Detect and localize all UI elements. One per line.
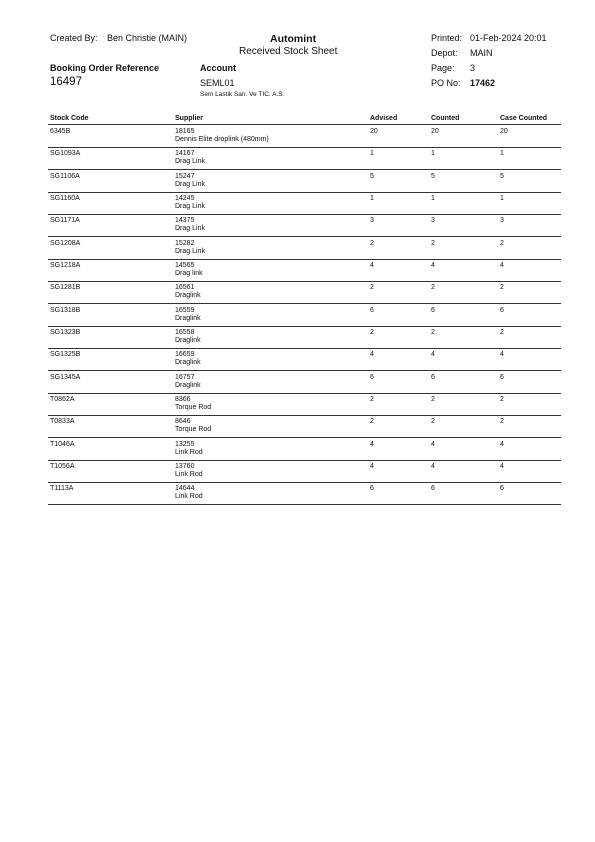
stock-code-cell: SG1160A <box>50 194 80 202</box>
supplier-code-cell: 16558 <box>175 328 195 336</box>
description-cell: Drag Link <box>175 180 205 188</box>
case-counted-cell: 2 <box>500 418 504 426</box>
case-counted-cell: 6 <box>500 306 504 314</box>
advised-cell: 6 <box>370 306 374 314</box>
description-cell: Link Rod <box>175 470 203 478</box>
counted-cell: 4 <box>431 261 435 269</box>
description-cell: Draglink <box>175 336 201 344</box>
supplier-code-cell: 16659 <box>175 351 195 359</box>
counted-cell: 4 <box>431 462 435 470</box>
description-cell: Link Rod <box>175 448 203 456</box>
counted-cell: 6 <box>431 485 435 493</box>
col-header-stock-code: Stock Code <box>50 115 89 122</box>
counted-cell: 20 <box>431 128 439 135</box>
advised-cell: 6 <box>370 373 374 381</box>
col-header-supplier: Supplier <box>175 115 204 122</box>
description-cell: Draglink <box>175 359 201 367</box>
supplier-code-cell: 14565 <box>175 261 195 269</box>
supplier-code-cell: 15282 <box>175 239 195 247</box>
case-counted-cell: 4 <box>500 440 504 448</box>
description-cell: Link Rod <box>175 493 203 501</box>
description-cell: Drag Link <box>175 247 205 255</box>
description-cell: Dennis Elite droplink (480mm) <box>175 136 269 143</box>
advised-cell: 2 <box>370 328 374 336</box>
booking-ref-value: 16497 <box>50 76 82 88</box>
sheet-title: Received Stock Sheet <box>239 46 338 57</box>
advised-cell: 2 <box>370 418 374 426</box>
advised-cell: 5 <box>370 172 374 180</box>
row-divider <box>48 326 561 327</box>
row-divider <box>48 437 561 438</box>
row-divider <box>48 370 561 371</box>
created-by-value: Ben Christie (MAIN) <box>107 33 188 43</box>
account-code: SEML01 <box>200 78 235 88</box>
supplier-code-cell: 16757 <box>175 373 195 381</box>
stock-code-cell: SG1325B <box>50 351 81 359</box>
supplier-code-cell: 8646 <box>175 418 191 426</box>
stock-code-cell: T0833A <box>50 418 75 426</box>
case-counted-cell: 1 <box>500 194 504 202</box>
description-cell: Draglink <box>175 314 201 322</box>
counted-cell: 2 <box>431 328 435 336</box>
description-cell: Drag Link <box>175 202 205 210</box>
counted-cell: 5 <box>431 172 435 180</box>
stock-code-cell: T1046A <box>50 440 75 448</box>
account-label: Account <box>200 63 236 73</box>
po-label: PO No: <box>431 78 461 88</box>
col-header-counted: Counted <box>431 115 460 122</box>
description-cell: Torque Rod <box>175 403 212 411</box>
case-counted-cell: 3 <box>500 217 504 225</box>
advised-cell: 3 <box>370 217 374 225</box>
row-divider <box>48 214 561 215</box>
counted-cell: 2 <box>431 239 435 247</box>
advised-cell: 2 <box>370 395 374 403</box>
row-divider <box>48 192 561 193</box>
stock-code-cell: SG1345A <box>50 373 81 381</box>
supplier-code-cell: 13255 <box>175 440 195 448</box>
description-cell: Draglink <box>175 292 201 300</box>
advised-cell: 4 <box>370 351 374 359</box>
row-divider <box>48 504 561 505</box>
counted-cell: 4 <box>431 351 435 359</box>
supplier-code-cell: 14167 <box>175 150 195 158</box>
row-divider <box>48 460 561 461</box>
printed-label: Printed: <box>431 33 463 43</box>
advised-cell: 4 <box>370 462 374 470</box>
case-counted-cell: 4 <box>500 351 504 359</box>
stock-code-cell: T1113A <box>50 485 74 493</box>
row-divider <box>48 303 561 304</box>
case-counted-cell: 1 <box>500 150 504 158</box>
page-label: Page: <box>431 63 455 73</box>
case-counted-cell: 2 <box>500 284 504 292</box>
supplier-code-cell: 14644 <box>175 485 195 493</box>
row-divider <box>48 147 561 148</box>
description-cell: Drag Link <box>175 158 205 166</box>
supplier-code-cell: 16559 <box>175 306 195 314</box>
description-cell: Drag Link <box>175 225 205 233</box>
depot-label: Depot: <box>431 48 458 58</box>
description-cell: Drag link <box>175 269 203 277</box>
row-divider <box>48 236 561 237</box>
account-name: Sem Lastik San. Ve TIC. A.S. <box>200 91 285 98</box>
row-divider <box>48 482 561 483</box>
stock-code-cell: SG1318B <box>50 306 81 314</box>
row-divider <box>48 415 561 416</box>
description-cell: Draglink <box>175 381 201 389</box>
supplier-code-cell: 16561 <box>175 284 195 292</box>
row-divider <box>48 169 561 170</box>
advised-cell: 2 <box>370 284 374 292</box>
stock-code-cell: SG1323B <box>50 328 81 336</box>
case-counted-cell: 4 <box>500 462 504 470</box>
col-header-advised: Advised <box>370 115 398 122</box>
counted-cell: 2 <box>431 418 435 426</box>
supplier-code-cell: 8366 <box>175 395 191 403</box>
advised-cell: 2 <box>370 239 374 247</box>
po-value: 17462 <box>470 78 496 88</box>
case-counted-cell: 2 <box>500 395 504 403</box>
company-name: Automint <box>270 33 317 45</box>
depot-value: MAIN <box>470 48 493 58</box>
stock-code-cell: SG1281B <box>50 284 81 292</box>
advised-cell: 6 <box>370 485 374 493</box>
case-counted-cell: 2 <box>500 328 504 336</box>
counted-cell: 2 <box>431 395 435 403</box>
advised-cell: 4 <box>370 440 374 448</box>
page-value: 3 <box>470 63 476 73</box>
counted-cell: 1 <box>431 150 435 158</box>
stock-code-cell: SG1218A <box>50 261 81 269</box>
stock-code-cell: SG1093A <box>50 150 81 158</box>
advised-cell: 20 <box>370 128 378 135</box>
row-divider <box>48 259 561 260</box>
advised-cell: 4 <box>370 261 374 269</box>
row-divider <box>48 281 561 282</box>
stock-code-cell: 6345B <box>50 128 71 135</box>
advised-cell: 1 <box>370 194 374 202</box>
supplier-code-cell: 18165 <box>175 128 195 135</box>
row-divider <box>48 348 561 349</box>
supplier-code-cell: 14245 <box>175 194 195 202</box>
stock-code-cell: T1056A <box>50 462 75 470</box>
header-divider <box>48 124 561 125</box>
row-divider <box>48 393 561 394</box>
stock-code-cell: SG1106A <box>50 172 80 180</box>
stock-code-cell: SG1208A <box>50 239 81 247</box>
supplier-code-cell: 14375 <box>175 217 195 225</box>
counted-cell: 6 <box>431 306 435 314</box>
description-cell: Torque Rod <box>175 426 212 434</box>
case-counted-cell: 20 <box>500 128 508 135</box>
supplier-code-cell: 15247 <box>175 172 195 180</box>
case-counted-cell: 6 <box>500 485 504 493</box>
created-by-label: Created By: <box>50 33 98 43</box>
stock-code-cell: SG1171A <box>50 217 80 225</box>
counted-cell: 6 <box>431 373 435 381</box>
advised-cell: 1 <box>370 150 374 158</box>
case-counted-cell: 4 <box>500 261 504 269</box>
counted-cell: 3 <box>431 217 435 225</box>
counted-cell: 1 <box>431 194 435 202</box>
col-header-case-counted: Case Counted <box>500 115 548 122</box>
stock-code-cell: T0862A <box>50 395 75 403</box>
case-counted-cell: 6 <box>500 373 504 381</box>
case-counted-cell: 2 <box>500 239 504 247</box>
case-counted-cell: 5 <box>500 172 504 180</box>
counted-cell: 4 <box>431 440 435 448</box>
counted-cell: 2 <box>431 284 435 292</box>
printed-value: 01-Feb-2024 20:01 <box>470 33 547 43</box>
supplier-code-cell: 13760 <box>175 462 195 470</box>
booking-ref-label: Booking Order Reference <box>50 63 160 73</box>
